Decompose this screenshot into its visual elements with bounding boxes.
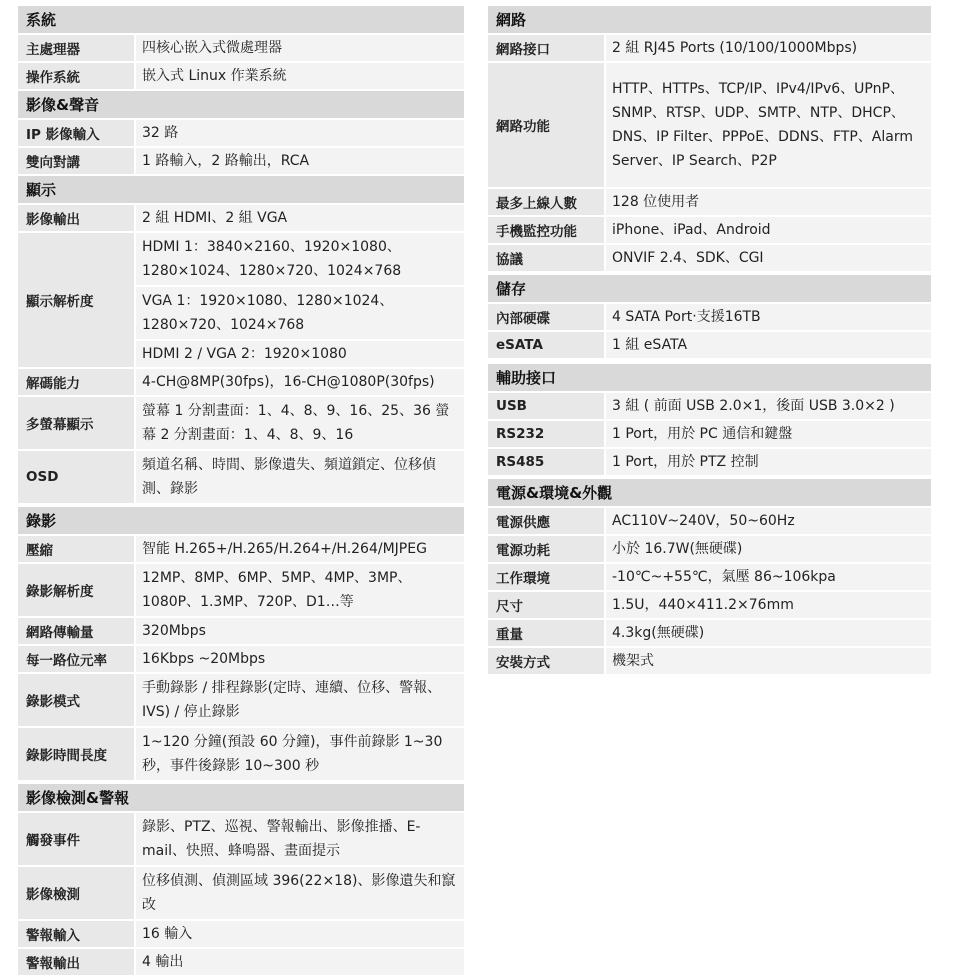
section-header: 輔助接口 bbox=[488, 364, 931, 391]
spec-label: 每一路位元率 bbox=[18, 646, 134, 672]
spec-row bbox=[18, 148, 464, 174]
section-header: 錄影 bbox=[18, 507, 464, 534]
spec-value: 1~120 分鐘(預設 60 分鐘)，事件前錄影 1~30 秒，事件後錄影 10~300 秒 bbox=[136, 728, 464, 780]
spec-label: 網路傳輸量 bbox=[18, 618, 134, 644]
spec-row bbox=[488, 245, 931, 271]
spec-row bbox=[18, 397, 464, 449]
spec-label: USB bbox=[488, 393, 604, 419]
spec-label: 工作環境 bbox=[488, 564, 604, 590]
spec-label: 警報輸出 bbox=[18, 949, 134, 975]
spec-label: 主處理器 bbox=[18, 35, 134, 61]
spec-label: 觸發事件 bbox=[18, 813, 134, 865]
spec-row bbox=[18, 451, 464, 503]
spec-row bbox=[18, 618, 464, 644]
spec-value: 嵌入式 Linux 作業系統 bbox=[136, 63, 464, 89]
spec-label: 雙向對講 bbox=[18, 148, 134, 174]
spec-label: 內部硬碟 bbox=[488, 304, 604, 330]
spec-label: 網路接口 bbox=[488, 35, 604, 61]
spec-value: 1 路輸入，2 路輸出，RCA bbox=[136, 148, 464, 174]
spec-label: 解碼能力 bbox=[18, 369, 134, 395]
spec-label: 顯示解析度 bbox=[18, 233, 134, 367]
spec-label: 操作系統 bbox=[18, 63, 134, 89]
spec-value: 四核心嵌入式微處理器 bbox=[136, 35, 464, 61]
spec-row bbox=[18, 949, 464, 975]
spec-value: 頻道名稱、時間、影像遺失、頻道鎖定、位移偵測、錄影 bbox=[136, 451, 464, 503]
spec-value: ONVIF 2.4、SDK、CGI bbox=[606, 245, 931, 271]
spec-label: 影像檢測 bbox=[18, 867, 134, 919]
spec-label: 錄影時間長度 bbox=[18, 728, 134, 780]
spec-row bbox=[18, 674, 464, 726]
spec-value: 2 組 HDMI、2 組 VGA bbox=[136, 205, 464, 231]
spec-value: 32 路 bbox=[136, 120, 464, 146]
spec-value: 1 Port，用於 PC 通信和鍵盤 bbox=[606, 421, 931, 447]
spec-row bbox=[18, 728, 464, 780]
spec-label: RS232 bbox=[488, 421, 604, 447]
spec-row bbox=[18, 867, 464, 919]
spec-label: 手機監控功能 bbox=[488, 217, 604, 243]
spec-value: -10℃~+55℃，氣壓 86~106kpa bbox=[606, 564, 931, 590]
spec-value: 小於 16.7W(無硬碟) bbox=[606, 536, 931, 562]
spec-value: 12MP、8MP、6MP、5MP、4MP、3MP、1080P、1.3MP、720P、D1…等 bbox=[136, 564, 464, 616]
spec-row bbox=[488, 304, 931, 330]
spec-row bbox=[488, 648, 931, 674]
spec-row bbox=[18, 536, 464, 562]
spec-value: 手動錄影 / 排程錄影(定時、連續、位移、警報、IVS) / 停止錄影 bbox=[136, 674, 464, 726]
spec-row bbox=[488, 332, 931, 358]
spec-value: 4.3kg(無硬碟) bbox=[606, 620, 931, 646]
spec-value: iPhone、iPad、Android bbox=[606, 217, 931, 243]
spec-row bbox=[18, 63, 464, 89]
section-header: 儲存 bbox=[488, 275, 931, 302]
spec-value: 4 SATA Port‧支援16TB bbox=[606, 304, 931, 330]
spec-value: 螢幕 1 分割畫面：1、4、8、9、16、25、36 螢幕 2 分割畫面：1、4、8、9、16 bbox=[136, 397, 464, 449]
section-header: 系統 bbox=[18, 6, 464, 33]
spec-label: 錄影模式 bbox=[18, 674, 134, 726]
spec-row bbox=[18, 35, 464, 61]
spec-value: VGA 1：1920×1080、1280×1024、1280×720、1024×768 bbox=[136, 287, 464, 339]
spec-value: 3 組 ( 前面 USB 2.0×1，後面 USB 3.0×2 ) bbox=[606, 393, 931, 419]
spec-label: IP 影像輸入 bbox=[18, 120, 134, 146]
section-header: 影像&聲音 bbox=[18, 91, 464, 118]
spec-row bbox=[488, 393, 931, 419]
spec-value: 2 組 RJ45 Ports (10/100/1000Mbps) bbox=[606, 35, 931, 61]
spec-row bbox=[488, 620, 931, 646]
section-header: 顯示 bbox=[18, 176, 464, 203]
spec-row bbox=[488, 189, 931, 215]
spec-value: 1 組 eSATA bbox=[606, 332, 931, 358]
spec-row bbox=[488, 63, 931, 187]
spec-row bbox=[488, 35, 931, 61]
spec-row bbox=[18, 646, 464, 672]
spec-value: 1 Port，用於 PTZ 控制 bbox=[606, 449, 931, 475]
spec-row bbox=[18, 564, 464, 616]
spec-value: 128 位使用者 bbox=[606, 189, 931, 215]
spec-row bbox=[488, 421, 931, 447]
spec-row bbox=[18, 205, 464, 231]
spec-row bbox=[18, 233, 464, 367]
spec-value: 智能 H.265+/H.265/H.264+/H.264/MJPEG bbox=[136, 536, 464, 562]
spec-label: 壓縮 bbox=[18, 536, 134, 562]
spec-row bbox=[488, 449, 931, 475]
spec-row bbox=[488, 508, 931, 534]
spec-value: 16Kbps ~20Mbps bbox=[136, 646, 464, 672]
spec-row bbox=[18, 120, 464, 146]
spec-value: HTTP、HTTPs、TCP/IP、IPv4/IPv6、UPnP、SNMP、RTSP、UDP、SMTP、NTP、DHCP、DNS、IP Filter、PPPoE、DDNS、FTP、Alarm Server、IP Search、P2P bbox=[606, 63, 931, 187]
spec-label: RS485 bbox=[488, 449, 604, 475]
spec-column-right bbox=[488, 6, 931, 676]
spec-row bbox=[488, 217, 931, 243]
spec-label: 尺寸 bbox=[488, 592, 604, 618]
spec-label: 最多上線人數 bbox=[488, 189, 604, 215]
spec-label: eSATA bbox=[488, 332, 604, 358]
spec-row bbox=[488, 536, 931, 562]
spec-row bbox=[18, 369, 464, 395]
spec-row bbox=[18, 813, 464, 865]
spec-value: 4 輸出 bbox=[136, 949, 464, 975]
spec-value: 機架式 bbox=[606, 648, 931, 674]
spec-row bbox=[488, 592, 931, 618]
spec-value: 位移偵測、偵測區域 396(22×18)、影像遺失和竄改 bbox=[136, 867, 464, 919]
spec-label: 電源供應 bbox=[488, 508, 604, 534]
spec-row bbox=[18, 921, 464, 947]
spec-label: 電源功耗 bbox=[488, 536, 604, 562]
spec-value: 錄影、PTZ、巡視、警報輸出、影像推播、E-mail、快照、蜂鳴器、畫面提示 bbox=[136, 813, 464, 865]
section-header: 影像檢測&警報 bbox=[18, 784, 464, 811]
spec-label: 影像輸出 bbox=[18, 205, 134, 231]
spec-value: HDMI 2 / VGA 2：1920×1080 bbox=[136, 341, 464, 367]
spec-label: 重量 bbox=[488, 620, 604, 646]
spec-label: OSD bbox=[18, 451, 134, 503]
spec-value: HDMI 1：3840×2160、1920×1080、1280×1024、1280×720、1024×768 bbox=[136, 233, 464, 285]
spec-value: 320Mbps bbox=[136, 618, 464, 644]
spec-value: 16 輸入 bbox=[136, 921, 464, 947]
spec-label: 網路功能 bbox=[488, 63, 604, 187]
spec-label: 多螢幕顯示 bbox=[18, 397, 134, 449]
spec-value: 4-CH@8MP(30fps)，16-CH@1080P(30fps) bbox=[136, 369, 464, 395]
section-header: 電源&環境&外觀 bbox=[488, 479, 931, 506]
spec-label: 警報輸入 bbox=[18, 921, 134, 947]
spec-row bbox=[488, 564, 931, 590]
spec-label: 錄影解析度 bbox=[18, 564, 134, 616]
spec-value: 1.5U，440×411.2×76mm bbox=[606, 592, 931, 618]
section-header: 網路 bbox=[488, 6, 931, 33]
spec-value: AC110V~240V，50~60Hz bbox=[606, 508, 931, 534]
spec-label: 協議 bbox=[488, 245, 604, 271]
spec-column-left bbox=[18, 6, 464, 977]
spec-label: 安裝方式 bbox=[488, 648, 604, 674]
